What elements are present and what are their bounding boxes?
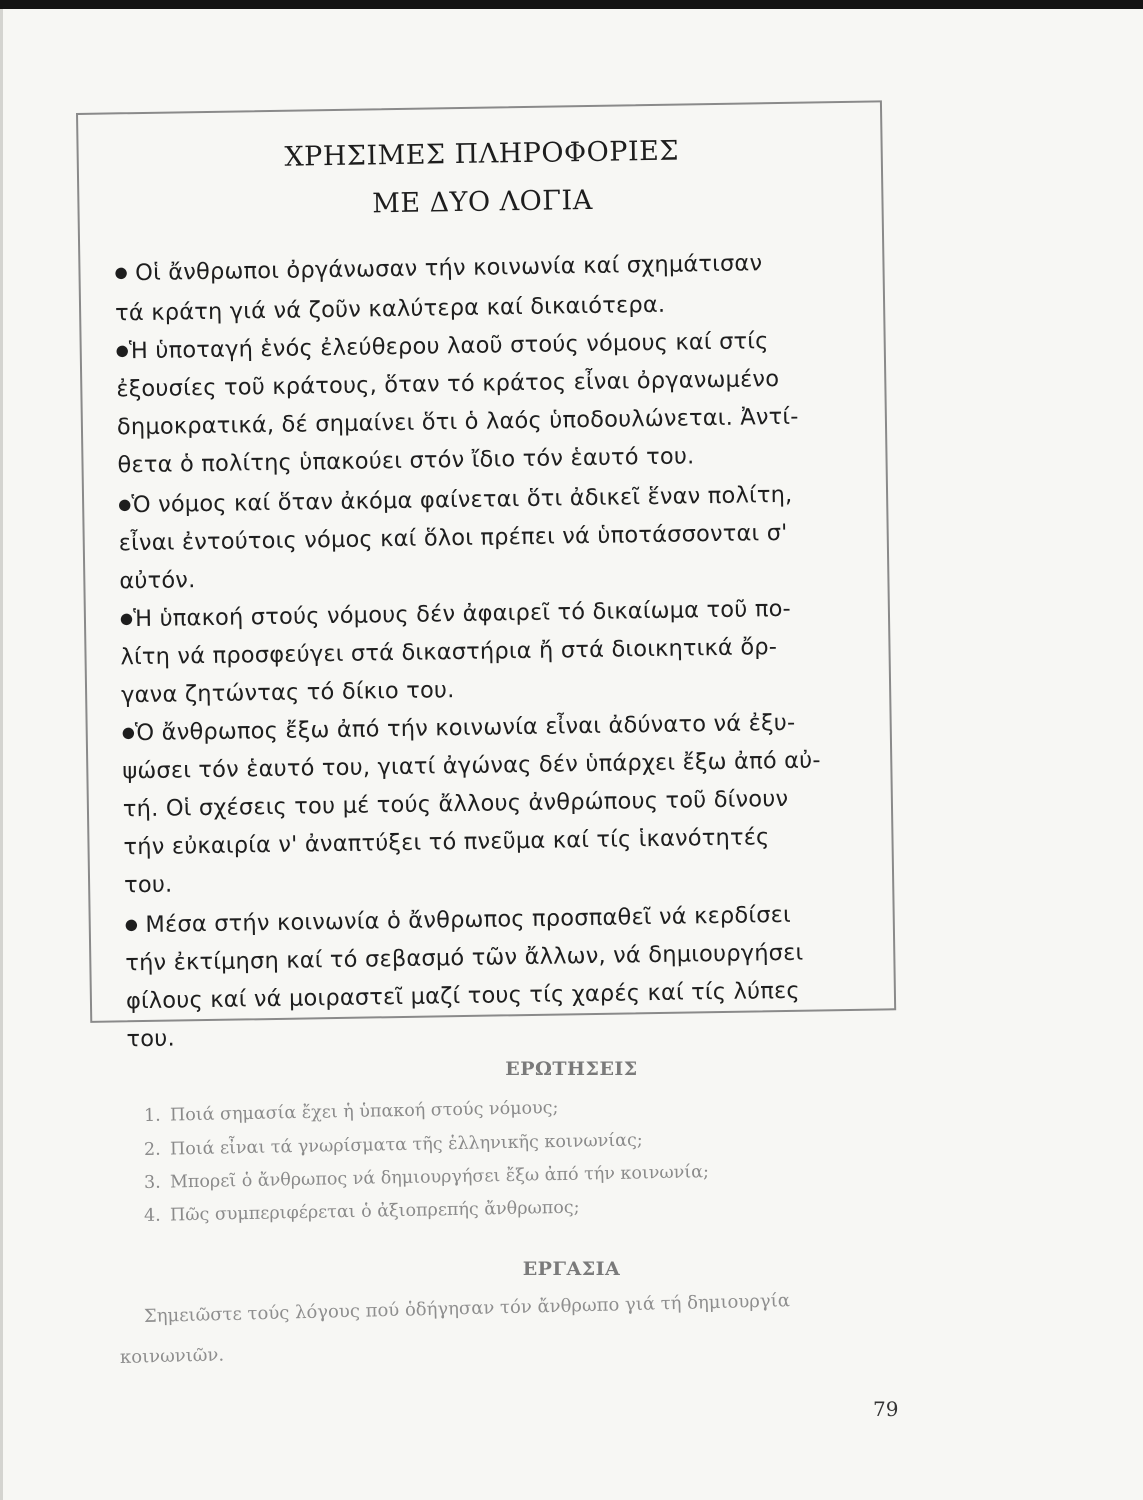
info-box-title-line2: ΜΕ ΔΥΟ ΛΟΓΙΑ (371, 184, 593, 220)
text-line: ψώσει τόν ἑαυτό του, γιατί ἀγώνας δέν ὑπάρχει ἔξω ἀπό αὐ- (122, 747, 821, 785)
question-item: 4. Πῶς συμπεριφέρεται ὁ ἀξιοπρεπής ἄνθρωπος; (143, 1197, 580, 1226)
task-text-line1: Σημειῶστε τούς λόγους πού ὁδήγησαν τόν ἄνθρωπο γιά τή δημιουργία (143, 1290, 791, 1327)
bullet-icon: ● (124, 915, 139, 934)
question-item: 1. Ποιά σημασία ἔχει ἡ ὑπακοή στούς νόμους; (143, 1098, 559, 1126)
text-line: τά κράτη γιά νά ζοῦν καλύτερα καί δικαιότερα. (114, 291, 666, 327)
question-item: 2. Ποιά εἶναι τά γνωρίσματα τῆς ἑλληνικῆς κοινωνίας; (143, 1130, 643, 1160)
info-box (76, 100, 896, 1053)
text-line: γανα ζητώντας τό δίκιο του. (120, 677, 455, 709)
task-title: ΕΡΓΑΣΙΑ (522, 1258, 621, 1280)
bullet-line: ●Ἡ ὑπακοή στούς νόμους δέν ἀφαιρεῖ τό δικαίωμα τοῦ πο- (119, 595, 792, 633)
text-line: εἶναι ἐντούτοις νόμος καί ὅλοι πρέπει νά ὑποτάσσονται σ' (118, 519, 788, 557)
bullet-icon: ● (115, 341, 130, 360)
bullet-line: ●Ὁ ἄνθρωπος ἔξω ἀπό τήν κοινωνία εἶναι ἀδύνατο νά ἐξυ- (121, 709, 796, 747)
text-line: τή. Οἱ σχέσεις του μέ τούς ἄλλους ἀνθρώπους τοῦ δίνουν (122, 785, 789, 823)
bullet-icon: ● (121, 723, 136, 742)
bullet-icon: ● (118, 495, 132, 514)
text-line: δημοκρατικά, δέ σημαίνει ὅτι ὁ λαός ὑποδουλώνεται. Ἀντί- (116, 403, 799, 441)
text-line: αὐτόν. (119, 567, 196, 595)
bullet-line: ● Μέσα στήν κοινωνία ὁ ἄνθρωπος προσπαθεῖ νά κερδίσει (124, 901, 792, 939)
bullet-icon: ● (114, 263, 128, 282)
task-text-line2: κοινωνιῶν. (119, 1344, 225, 1368)
question-item: 3. Μπορεῖ ὁ ἄνθρωπος νά δημιουργήσει ἔξω ἀπό τήν κοινωνία; (143, 1162, 710, 1193)
text-line: τήν ἐκτίμηση καί τό σεβασμό τῶν ἄλλων, νά δημιουργήσει (125, 939, 804, 977)
page-number: 79 (873, 1397, 899, 1421)
questions-title: ΕΡΩΤΗΣΕΙΣ (505, 1058, 638, 1080)
bullet-line: ● Οἱ ἄνθρωποι ὀργάνωσαν τήν κοινωνία καί σχημάτισαν (114, 250, 763, 287)
text-line: του. (126, 1025, 176, 1053)
bullet-line: ●Ὁ νόμος καί ὅταν ἀκόμα φαίνεται ὅτι ἀδικεῖ ἕναν πολίτη, (118, 481, 793, 519)
bullet-icon: ● (119, 609, 134, 628)
scan-top-edge (0, 0, 1143, 9)
text-line: ἐξουσίες τοῦ κράτους, ὅταν τό κράτος εἶναι ὀργανωμένο (116, 365, 780, 403)
text-line: του. (123, 871, 173, 899)
text-line: τήν εὐκαιρία ν' ἀναπτύξει τό πνεῦμα καί τίς ἱκανότητές (123, 824, 770, 861)
text-line: λίτη νά προσφεύγει στά δικαστήρια ἤ στά διοικητικά ὄρ- (120, 634, 778, 671)
info-box-title-line1: ΧΡΗΣΙΜΕΣ ΠΛΗΡΟΦΟΡΙΕΣ (284, 135, 680, 173)
text-line: θετα ὁ πολίτης ὑπακούει στόν ἴδιο τόν ἑαυτό του. (117, 443, 695, 479)
bullet-line: ●Ἡ ὑποταγή ἑνός ἐλεύθερου λαοῦ στούς νόμους καί στίς (115, 328, 769, 365)
text-line: φίλους καί νά μοιραστεῖ μαζί τους τίς χαρές καί τίς λύπες (125, 977, 800, 1015)
